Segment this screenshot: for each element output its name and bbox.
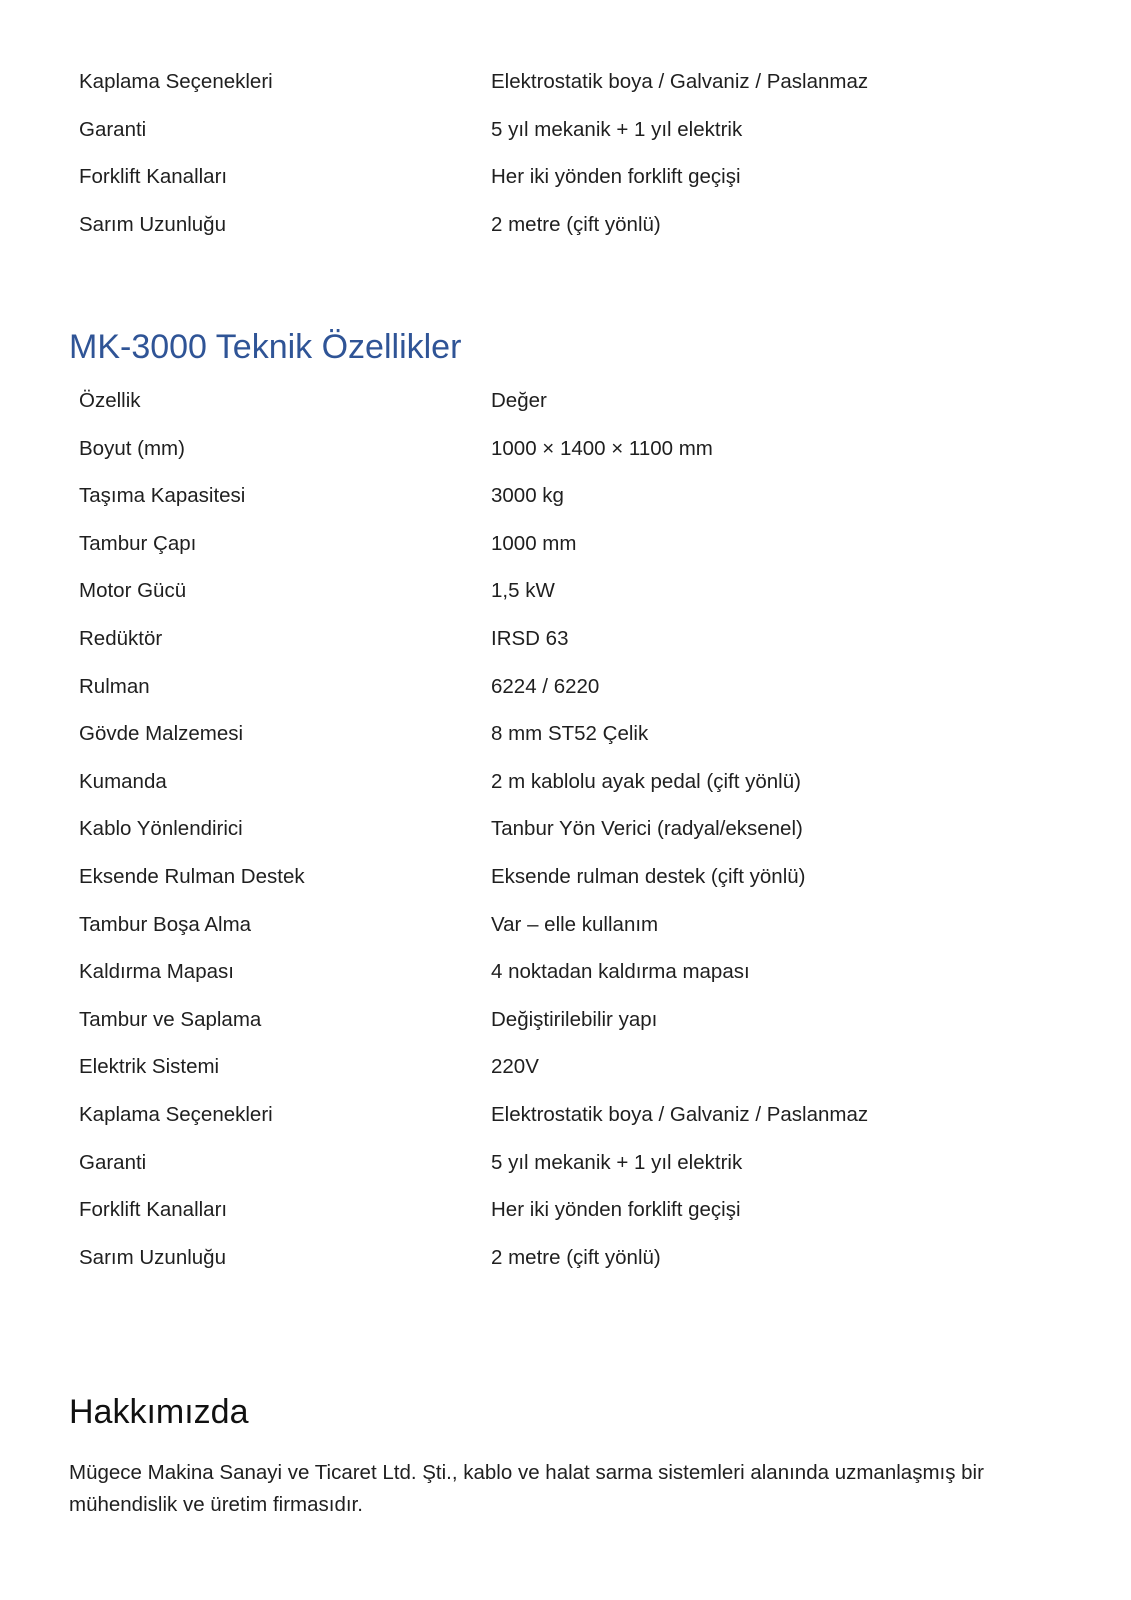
table-row (79, 960, 979, 1008)
spec-name: Rulman (79, 674, 150, 698)
spec-name: Tambur ve Saplama (79, 1007, 262, 1031)
spec-name: Elektrik Sistemi (79, 1055, 220, 1079)
table-row (79, 1055, 979, 1103)
spec-value: 220V (491, 1055, 539, 1079)
spec-value: 1000 mm (491, 531, 577, 555)
table-row (79, 213, 979, 261)
table-row (79, 675, 979, 723)
spec-value: Var – elle kullanım (491, 912, 659, 936)
table-row (79, 437, 979, 485)
spec-name: Kaplama Seçenekleri (79, 70, 273, 93)
spec-value: Tanbur Yön Verici (radyal/eksenel) (491, 817, 803, 841)
spec-name: Kumanda (79, 769, 167, 793)
table-row (79, 770, 979, 818)
spec-name: Sarım Uzunluğu (79, 1245, 226, 1269)
spec-value: 2 metre (çift yönlü) (491, 1245, 661, 1269)
spec-name: Forklift Kanalları (79, 165, 228, 189)
table-row (79, 913, 979, 961)
table-row (79, 70, 979, 118)
spec-value: Değiştirilebilir yapı (491, 1007, 658, 1031)
table-row (79, 118, 979, 166)
spec-value: 5 yıl mekanik + 1 yıl elektrik (491, 117, 743, 141)
spec-name: Boyut (mm) (79, 436, 185, 460)
table-row (79, 1008, 979, 1056)
spec-name: Kaplama Seçenekleri (79, 1102, 273, 1126)
spec-value: 5 yıl mekanik + 1 yıl elektrik (491, 1150, 743, 1174)
spec-name: Tambur Çapı (79, 531, 197, 555)
table-header-row (79, 389, 979, 437)
table-row (79, 165, 979, 213)
spec-value: Elektrostatik boya / Galvaniz / Paslanmaz (491, 1102, 869, 1126)
table-row (79, 1198, 979, 1246)
spec-value: 6224 / 6220 (491, 674, 600, 698)
spec-value: 3000 kg (491, 484, 564, 508)
spec-name: Eksende Rulman Destek (79, 864, 305, 888)
spec-value: 1,5 kW (491, 579, 555, 603)
table-row (79, 627, 979, 675)
spec-name: Redüktör (79, 626, 163, 650)
spec-name: Forklift Kanalları (79, 1198, 228, 1222)
spec-value: IRSD 63 (491, 626, 569, 650)
table-row (79, 722, 979, 770)
spec-value: Elektrostatik boya / Galvaniz / Paslanmaz (491, 70, 869, 93)
spec-value: Her iki yönden forklift geçişi (491, 1198, 741, 1222)
table-row (79, 1151, 979, 1199)
spec-name: Motor Gücü (79, 579, 187, 603)
spec-name: Gövde Malzemesi (79, 722, 244, 746)
spec-table-continued (79, 70, 979, 260)
column-header-value: Değer (491, 389, 547, 412)
spec-name: Kaldırma Mapası (79, 960, 234, 984)
column-header-feature: Özellik (79, 389, 141, 412)
about-paragraph: Mügece Makina Sanayi ve Ticaret Ltd. Şti., kablo ve halat sarma sistemleri alanında uzmanlaşmış bir mühendislik ve üretim firmasıdır. (69, 1461, 984, 1516)
mk3000-spec-table (79, 389, 979, 1293)
spec-value: Her iki yönden forklift geçişi (491, 165, 741, 189)
spec-value: 1000 × 1400 × 1100 mm (491, 436, 713, 460)
spec-name: Garanti (79, 1150, 147, 1174)
table-row (79, 817, 979, 865)
about-heading: Hakkımızda (69, 1393, 249, 1431)
spec-value: Eksende rulman destek (çift yönlü) (491, 864, 806, 888)
spec-name: Kablo Yönlendirici (79, 817, 243, 841)
table-row (79, 1246, 979, 1294)
spec-value: 8 mm ST52 Çelik (491, 722, 649, 746)
spec-name: Garanti (79, 117, 147, 141)
table-row (79, 532, 979, 580)
mk3000-heading: MK-3000 Teknik Özellikler (69, 328, 462, 366)
spec-value: 4 noktadan kaldırma mapası (491, 960, 750, 984)
spec-name: Sarım Uzunluğu (79, 212, 226, 236)
table-row (79, 865, 979, 913)
spec-name: Tambur Boşa Alma (79, 912, 252, 936)
spec-value: 2 m kablolu ayak pedal (çift yönlü) (491, 769, 801, 793)
table-row (79, 484, 979, 532)
spec-value: 2 metre (çift yönlü) (491, 212, 661, 236)
table-row (79, 1103, 979, 1151)
table-row (79, 579, 979, 627)
spec-name: Taşıma Kapasitesi (79, 484, 246, 508)
